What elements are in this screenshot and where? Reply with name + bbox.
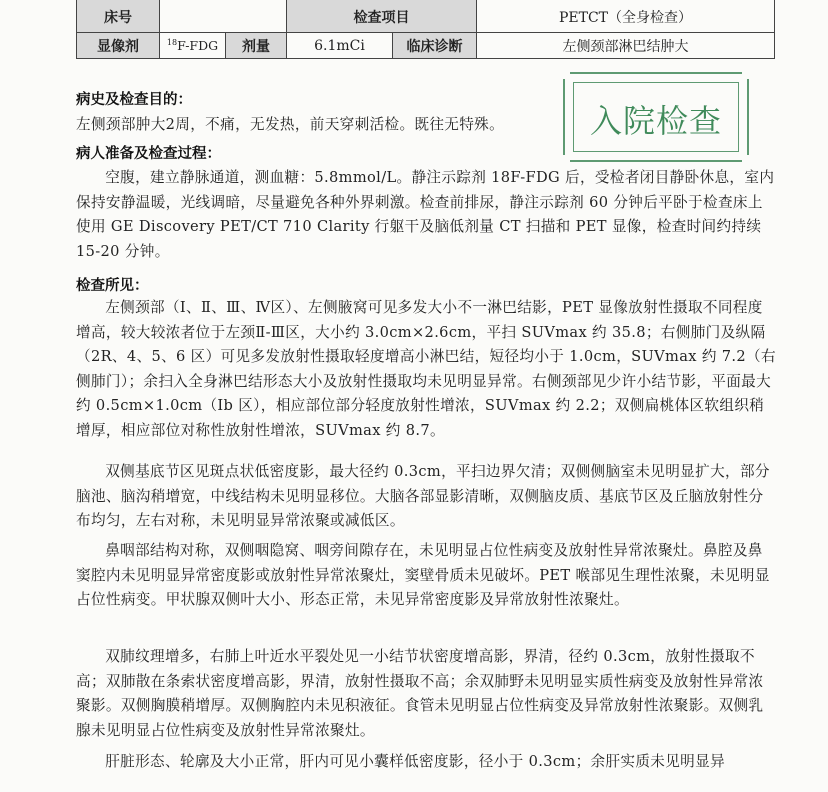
findings-paragraph-lymph: 左侧颈部（Ⅰ、Ⅱ、Ⅲ、Ⅳ区）、左侧腋窝可见多发大小不一淋巴结影，PET 显像放射性摄取不同程度增高，较大较浓者位于左颈Ⅱ-Ⅲ区，大小约 3.0cm×2.6cm，平扫 SUVmax 约 35.8；右侧肺门及纵隔（2R、4、5、6 区）可见多发放射性摄取轻度增高小淋巴结，短径均小于 1.0cm，SUVmax 约 7.2（右侧肺门）；余扫入全身淋巴结形态大小及放射性摄取均未见明显异常。右侧颈部见少许小结节影，平面最大约 0.5cm×1.0cm（Ⅰb 区），相应部位部分轻度放射性增浓，SUVmax 约 2.2；双侧扁桃体区软组织稍增厚，相应部位对称性放射性增浓，SUVmax 约 8.7。: [76, 299, 776, 439]
agent-label: 显像剂: [77, 33, 160, 59]
dose-value: 6.1mCi: [287, 33, 393, 59]
findings-title: 检查所见：: [76, 278, 149, 294]
findings-paragraph-liver: 肝脏形态、轮廓及大小正常，肝内可见小囊样低密度影，径小于 0.3cm；余肝实质未见明显异: [105, 753, 726, 770]
bed-label: 床号: [77, 0, 160, 33]
info-table: [76, 0, 775, 59]
agent-text: F-FDG: [177, 38, 219, 54]
findings-paragraph-chest: 双肺纹理增多，右肺上叶近水平裂处见一小结节状密度增高影，界清，径约 0.3cm，放射性摄取不高；双肺散在条索状密度增高影，界清，放射性摄取不高；余双肺野未见明显实质性病变及放射性异常浓聚影。双侧胸膜稍增厚。双侧胸腔内未见积液征。食管未见明显占位性病变及异常放射性浓聚影。双侧乳腺未见明显占位性病变及放射性异常浓聚灶。: [76, 648, 764, 739]
info-row-exam: [77, 0, 775, 33]
findings-paragraph-head-neck: 鼻咽部结构对称，双侧咽隐窝、咽旁间隙存在，未见明显占位性病变及放射性异常浓聚灶。鼻腔及鼻窦腔内未见明显异常密度影或放射性异常浓聚灶，窦壁骨质未见破坏。PET 喉部见生理性浓聚，未见明显占位性病变。甲状腺双侧叶大小、形态正常，未见异常密度影及异常放射性浓聚灶。: [76, 542, 770, 609]
bed-value: [160, 0, 287, 33]
diagnosis-value: 左侧颈部淋巴结肿大: [477, 33, 775, 59]
findings-paragraph-brain: 双侧基底节区见斑点状低密度影，最大径约 0.3cm，平扫边界欠清；双侧侧脑室未见明显扩大，部分脑池、脑沟稍增宽，中线结构未见明显移位。大脑各部显影清晰，双侧脑皮质、基底节区及丘脑放射性分布均匀，左右对称，未见明显异常浓聚或减低区。: [76, 463, 770, 530]
agent-value: $^{18}$F-FDG: [160, 33, 226, 59]
prep-text: 空腹，建立静脉通道，测血糖：5.8mmol/L。静注示踪剂 18F-FDG 后，受检者闭目静卧休息，室内保持安静温暖，光线调暗，尽量避免各种外界刺激。检查前排尿，静注示踪剂 60 分钟后平卧于检查床上使用 GE Discovery PET/CT 710 Clarity 行躯干及脑低剂量 CT 扫描和 PET 显像，检查时间约持续 15-20 分钟。: [76, 169, 775, 260]
prep-title: 病人准备及检查过程：: [76, 146, 221, 162]
diagnosis-label: 临床诊断: [393, 33, 477, 59]
item-label: 检查项目: [287, 0, 477, 33]
dose-label: 剂量: [226, 33, 287, 59]
info-row-agent: [77, 33, 775, 59]
item-value: PETCT（全身检查）: [477, 0, 775, 33]
stamp-text: 入院检查: [589, 102, 722, 140]
history-text: 左侧颈部肿大2周，不痛，无发热，前天穿刺活检。既往无特殊。: [76, 116, 505, 133]
history-title: 病史及检查目的：: [76, 92, 192, 108]
